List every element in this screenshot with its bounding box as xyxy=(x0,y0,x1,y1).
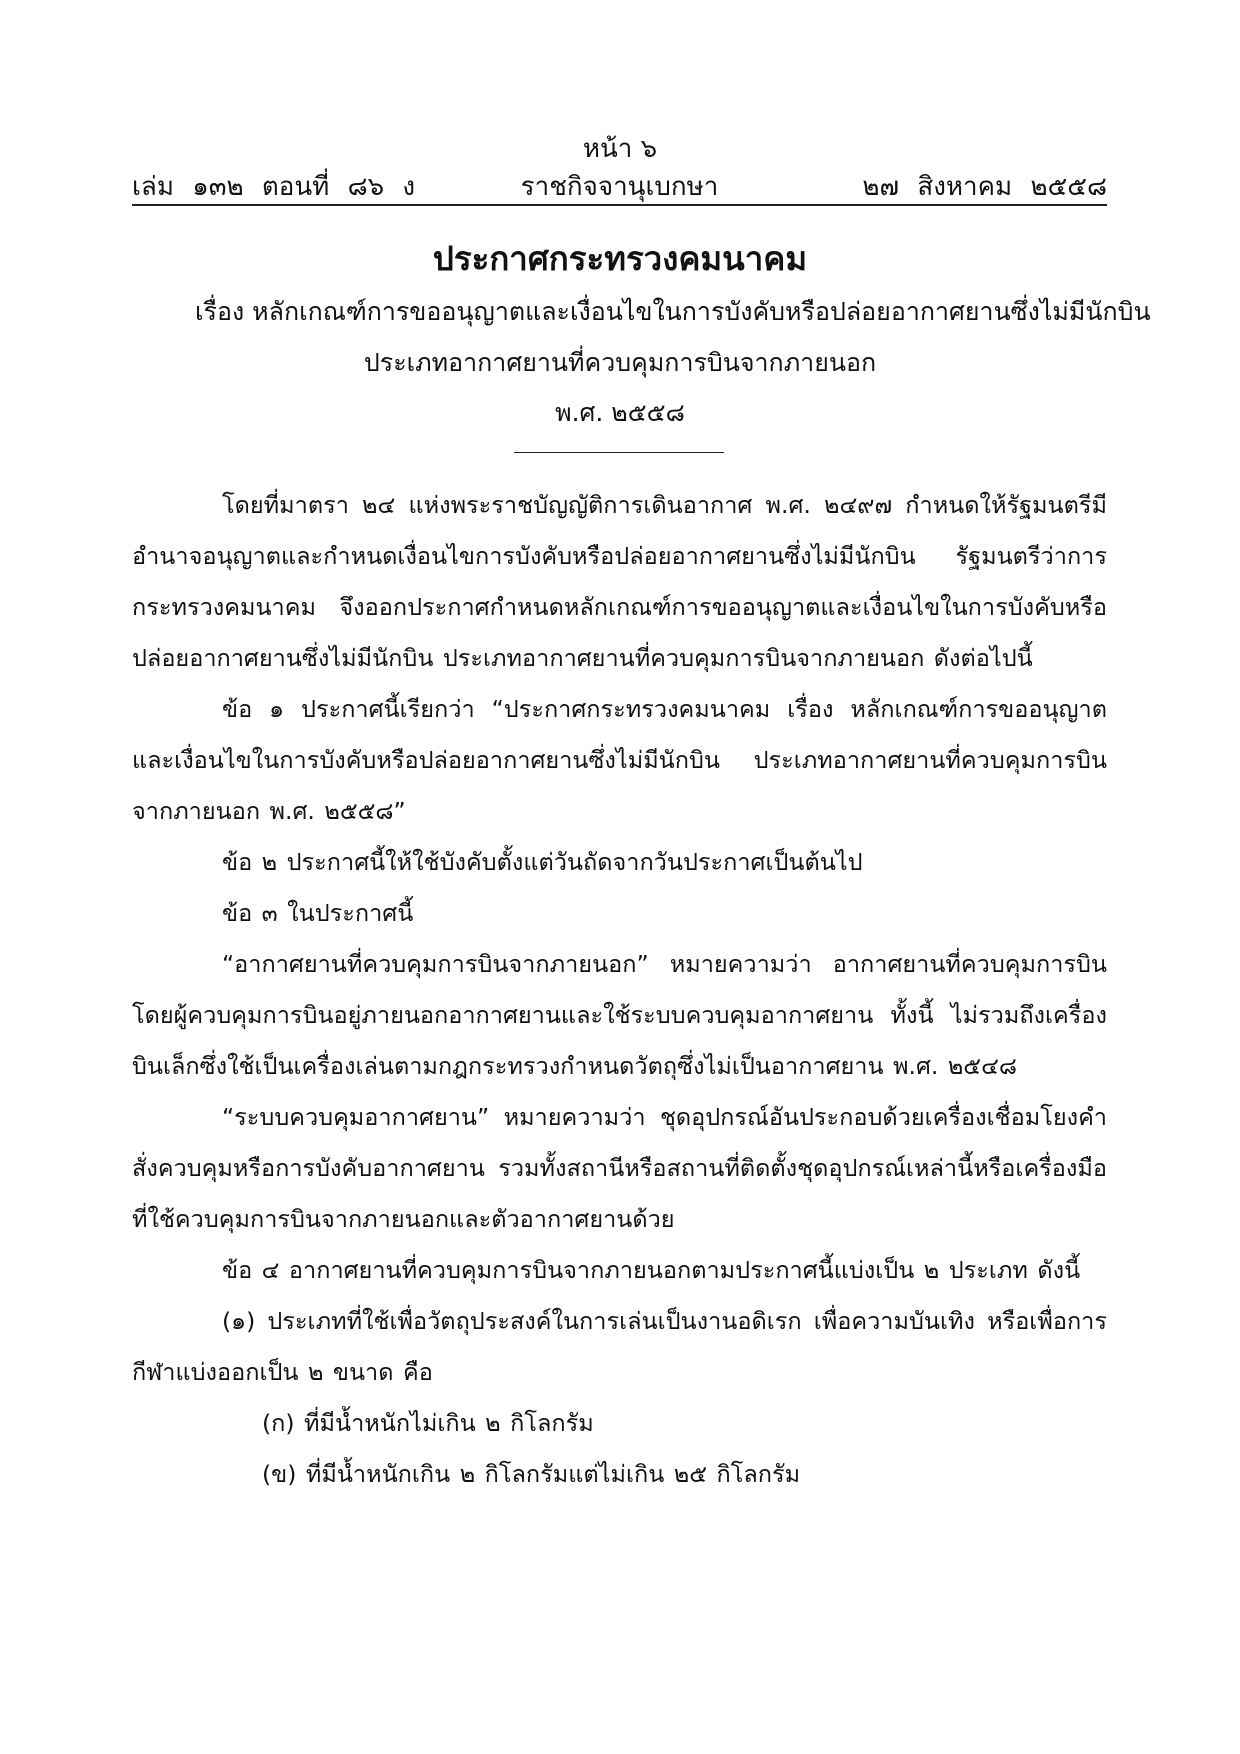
clause-3: ข้อ ๓ ในประกาศนี้ xyxy=(222,899,414,927)
subject-year: พ.ศ. ๒๕๕๘ xyxy=(555,398,685,427)
publication-date: ๒๗ สิงหาคม ๒๕๕๘ xyxy=(862,172,1107,202)
page-number: หน้า ๖ xyxy=(582,134,658,164)
sub-item-b: (ข) ที่มีน้ำหนักเกิน ๒ กิโลกรัมแต่ไม่เกิน ๒๕ กิโลกรัม xyxy=(262,1460,801,1488)
clause-4: ข้อ ๔ อากาศยานที่ควบคุมการบินจากภายนอกตามประกาศนี้แบ่งเป็น ๒ ประเภท ดังนี้ xyxy=(222,1256,1081,1284)
title-divider xyxy=(514,452,724,453)
sub-item-a: (ก) ที่มีน้ำหนักไม่เกิน ๒ กิโลกรัม xyxy=(262,1409,594,1437)
document-body xyxy=(132,480,1107,1500)
gazette-header xyxy=(132,166,1107,202)
definition-remote-aircraft: “อากาศยานที่ควบคุมการบินจากภายนอก” หมายความว่า อากาศยานที่ควบคุมการบินโดยผู้ควบคุมการบินอยู่ภายนอกอากาศยานและใช้ระบบควบคุมอากาศยาน ทั้งนี้ ไม่รวมถึงเครื่องบินเล็กซึ่งใช้เป็นเครื่องเล่นตามกฎกระทรวงกำหนดวัตถุซึ่งไม่เป็นอากาศยาน พ.ศ. ๒๕๔๘ xyxy=(132,950,1107,1080)
subject-line-2: ประเภทอากาศยานที่ควบคุมการบินจากภายนอก xyxy=(363,348,877,377)
preamble-paragraph: โดยที่มาตรา ๒๔ แห่งพระราชบัญญัติการเดินอากาศ พ.ศ. ๒๔๙๗ กำหนดให้รัฐมนตรีมีอำนาจอนุญาตและกำหนดเงื่อนไขการบังคับหรือปล่อยอากาศยานซึ่งไม่มีนักบิน รัฐมนตรีว่าการกระทรวงคมนาคม จึงออกประกาศกำหนดหลักเกณฑ์การขออนุญาตและเงื่อนไขในการบังคับหรือปล่อยอากาศยานซึ่งไม่มีนักบิน ประเภทอากาศยานที่ควบคุมการบินจากภายนอก ดังต่อไปนี้ xyxy=(132,491,1107,672)
document-title: ประกาศกระทรวงคมนาคม xyxy=(432,239,808,278)
definition-control-system: “ระบบควบคุมอากาศยาน” หมายความว่า ชุดอุปกรณ์อันประกอบด้วยเครื่องเชื่อมโยงคำสั่งควบคุมหรือการบังคับอากาศยาน รวมทั้งสถานีหรือสถานที่ติดตั้งชุดอุปกรณ์เหล่านี้หรือเครื่องมือที่ใช้ควบคุมการบินจากภายนอกและตัวอากาศยานด้วย xyxy=(132,1103,1107,1233)
subject-line-1: เรื่อง หลักเกณฑ์การขออนุญาตและเงื่อนไขในการบังคับหรือปล่อยอากาศยานซึ่งไม่มีนักบิน xyxy=(195,297,1151,326)
clause-1: ข้อ ๑ ประกาศนี้เรียกว่า “ประกาศกระทรวงคมนาคม เรื่อง หลักเกณฑ์การขออนุญาตและเงื่อนไขในการบังคับหรือปล่อยอากาศยานซึ่งไม่มีนักบิน ประเภทอากาศยานที่ควบคุมการบินจากภายนอก พ.ศ. ๒๕๕๘” xyxy=(132,695,1107,825)
header-divider xyxy=(132,204,1107,206)
clause-2: ข้อ ๒ ประกาศนี้ให้ใช้บังคับตั้งแต่วันถัดจากวันประกาศเป็นต้นไป xyxy=(222,848,863,876)
clause-4-item-1: (๑) ประเภทที่ใช้เพื่อวัตถุประสงค์ในการเล่นเป็นงานอดิเรก เพื่อความบันเทิง หรือเพื่อการกีฬาแบ่งออกเป็น ๒ ขนาด คือ xyxy=(132,1307,1107,1386)
volume-issue: เล่ม ๑๓๒ ตอนที่ ๘๖ ง xyxy=(132,172,416,202)
gazette-name: ราชกิจจานุเบกษา xyxy=(520,172,719,202)
